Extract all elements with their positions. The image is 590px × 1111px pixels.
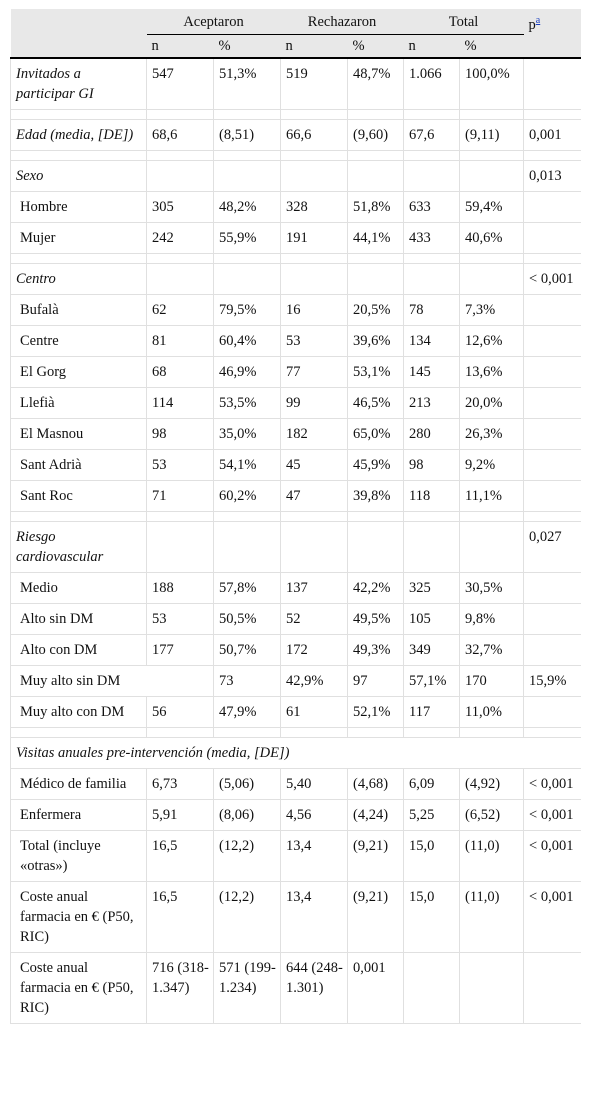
table-cell: (11,0) [460,831,524,882]
row-label: Alto sin DM [11,604,147,635]
spacer-cell [11,728,147,738]
spacer-cell [147,254,214,264]
table-cell: 26,3% [460,419,524,450]
table-row [11,697,581,728]
table-cell: 172 [281,635,348,666]
table-cell: 54,1% [214,450,281,481]
table-cell: (12,2) [214,831,281,882]
table-cell [214,161,281,192]
table-cell: 55,9% [214,223,281,254]
header-sub-n: n [147,35,214,59]
table-cell: 4,56 [281,800,348,831]
table-cell: (4,92) [460,769,524,800]
table-row [11,388,581,419]
spacer-cell [147,728,214,738]
table-cell [404,522,460,573]
table-cell: (9,60) [348,120,404,151]
spacer-cell [214,512,281,522]
table-cell: 11,1% [460,481,524,512]
table-cell: 35,0% [214,419,281,450]
table-row [11,264,581,295]
table-cell [147,161,214,192]
spacer-cell [460,151,524,161]
spacer-cell [524,110,581,120]
table-cell: 5,25 [404,800,460,831]
table-cell: 114 [147,388,214,419]
table-row [11,635,581,666]
table-cell [460,264,524,295]
spacer-cell [11,512,147,522]
spacer-cell [524,151,581,161]
spacer-cell [460,728,524,738]
table-row [11,800,581,831]
header-blank-sub [524,35,581,59]
p-value-cell [524,419,581,450]
table-cell: 44,1% [348,223,404,254]
table-cell: (8,51) [214,120,281,151]
table-cell: 45,9% [348,450,404,481]
p-value-cell [524,326,581,357]
p-value-cell: 0,001 [524,120,581,151]
row-label: El Gorg [11,357,147,388]
header-sub-n: n [281,35,348,59]
spacer-row [11,728,581,738]
row-label: Centre [11,326,147,357]
row-label: Sant Adrià [11,450,147,481]
spacer-cell [281,728,348,738]
table-row [11,604,581,635]
table-cell: 60,2% [214,481,281,512]
table-row [11,161,581,192]
header-group-aceptaron: Aceptaron [147,9,281,35]
spacer-row [11,254,581,264]
table-cell: 328 [281,192,348,223]
spacer-cell [11,151,147,161]
table-cell: 9,8% [460,604,524,635]
table-cell: 46,9% [214,357,281,388]
row-label: Invitados a participar GI [11,58,147,110]
table-cell [214,264,281,295]
table-cell: 20,5% [348,295,404,326]
spacer-row [11,151,581,161]
spacer-cell [147,512,214,522]
p-value-cell [524,223,581,254]
table-row [11,882,581,953]
row-label: Médico de familia [11,769,147,800]
table-row [11,481,581,512]
table-row [11,831,581,882]
table-cell: 49,5% [348,604,404,635]
row-label: Llefià [11,388,147,419]
table-cell: 48,7% [348,58,404,110]
spacer-cell [404,512,460,522]
table-row [11,450,581,481]
table-header [11,9,581,58]
p-value-cell [524,481,581,512]
p-value-cell [524,573,581,604]
table-cell [404,953,460,1024]
table-cell: 71 [147,481,214,512]
table-cell: 519 [281,58,348,110]
table-cell: 16,5 [147,882,214,953]
table-row [11,522,581,573]
spacer-cell [281,151,348,161]
table-cell: 42,9% [281,666,348,697]
row-label: Hombre [11,192,147,223]
table-cell: 53,1% [348,357,404,388]
spacer-cell [11,254,147,264]
table-cell: 191 [281,223,348,254]
table-cell: 6,09 [404,769,460,800]
header-sub-pct: % [214,35,281,59]
table-cell: 13,6% [460,357,524,388]
table-container [10,9,580,1024]
spacer-cell [214,728,281,738]
table-cell: 547 [147,58,214,110]
footnote-link[interactable]: a [535,15,541,26]
table-cell [281,522,348,573]
table-cell [281,264,348,295]
spacer-cell [11,110,147,120]
table-cell: 9,2% [460,450,524,481]
p-value-cell [524,192,581,223]
spacer-row [11,512,581,522]
table-cell: 100,0% [460,58,524,110]
table-row [11,419,581,450]
p-value-cell: < 0,001 [524,769,581,800]
table-row [11,666,581,697]
row-label: Sexo [11,161,147,192]
table-cell: 16,5 [147,831,214,882]
table-cell: 571 (199-1.234) [214,953,281,1024]
table-cell: 305 [147,192,214,223]
table-cell: 716 (318-1.347) [147,953,214,1024]
table-cell: 77 [281,357,348,388]
spacer-cell [214,151,281,161]
table-cell: 349 [404,635,460,666]
table-cell [281,161,348,192]
p-value-cell: < 0,001 [524,831,581,882]
table-cell: 20,0% [460,388,524,419]
table-cell: (4,68) [348,769,404,800]
table-cell: 59,4% [460,192,524,223]
header-blank [11,9,147,35]
table-row [11,295,581,326]
table-cell: 16 [281,295,348,326]
table-cell: 98 [147,419,214,450]
table-cell: 99 [281,388,348,419]
table-cell: 633 [404,192,460,223]
table-cell: 188 [147,573,214,604]
header-group-rechazaron: Rechazaron [281,9,404,35]
table-cell: 5,40 [281,769,348,800]
table-row [11,953,581,1024]
table-cell: 644 (248-1.301) [281,953,348,1024]
p-value-cell: 0,013 [524,161,581,192]
row-label: Alto con DM [11,635,147,666]
p-value-cell [524,357,581,388]
p-value-cell [524,388,581,419]
table-cell: 145 [404,357,460,388]
table-cell: 7,3% [460,295,524,326]
spacer-cell [524,254,581,264]
table-cell: 32,7% [460,635,524,666]
p-value-cell: < 0,001 [524,800,581,831]
spacer-cell [281,512,348,522]
p-value-cell [524,58,581,110]
table-cell: 52,1% [348,697,404,728]
spacer-cell [348,728,404,738]
table-cell: 5,91 [147,800,214,831]
row-label: El Masnou [11,419,147,450]
row-label: Muy alto con DM [11,697,147,728]
table-cell: 65,0% [348,419,404,450]
table-cell: 242 [147,223,214,254]
table-cell: 13,4 [281,831,348,882]
table-cell: 78 [404,295,460,326]
table-cell: 73 [214,666,281,697]
row-label: Total (incluye «otras») [11,831,147,882]
table-cell: 11,0% [460,697,524,728]
table-cell: 48,2% [214,192,281,223]
table-cell: 39,6% [348,326,404,357]
table-cell [348,264,404,295]
spacer-cell [404,151,460,161]
table-cell [460,161,524,192]
spacer-cell [460,254,524,264]
table-cell: 39,8% [348,481,404,512]
spacer-cell [404,728,460,738]
table-cell: 177 [147,635,214,666]
row-label: Mujer [11,223,147,254]
table-cell: 118 [404,481,460,512]
spacer-cell [281,254,348,264]
spacer-cell [348,110,404,120]
table-cell: (4,24) [348,800,404,831]
table-cell: 53 [281,326,348,357]
header-blank-sub [11,35,147,59]
table-row [11,357,581,388]
row-label: Coste anual farmacia en € (P50, RIC) [11,953,147,1024]
row-label: Riesgo cardiovascular [11,522,147,573]
header-row-sub [11,35,581,59]
table-cell: 51,3% [214,58,281,110]
table-cell: 12,6% [460,326,524,357]
row-label: Enfermera [11,800,147,831]
table-cell: 68,6 [147,120,214,151]
results-table [10,9,581,1024]
table-cell [348,522,404,573]
spacer-cell [348,512,404,522]
table-cell: (9,21) [348,831,404,882]
table-cell: 47 [281,481,348,512]
table-cell: (9,11) [460,120,524,151]
table-cell: 0,001 [348,953,404,1024]
table-cell [460,953,524,1024]
table-cell: 79,5% [214,295,281,326]
table-cell: 52 [281,604,348,635]
table-cell: 60,4% [214,326,281,357]
p-value-cell [524,635,581,666]
table-cell: 50,7% [214,635,281,666]
header-sub-pct: % [460,35,524,59]
table-cell: 182 [281,419,348,450]
table-cell: (12,2) [214,882,281,953]
table-cell: 51,8% [348,192,404,223]
p-value-cell [524,604,581,635]
table-cell: 433 [404,223,460,254]
table-row [11,573,581,604]
table-cell: 53,5% [214,388,281,419]
p-value-cell [524,295,581,326]
table-cell [214,522,281,573]
table-cell: (8,06) [214,800,281,831]
table-cell: (5,06) [214,769,281,800]
spacer-cell [281,110,348,120]
spacer-cell [460,110,524,120]
table-cell [460,522,524,573]
p-value-cell: 0,027 [524,522,581,573]
header-row-groups [11,9,581,35]
table-cell: 50,5% [214,604,281,635]
table-cell: 325 [404,573,460,604]
spacer-cell [147,151,214,161]
row-label: Sant Roc [11,481,147,512]
spacer-row [11,110,581,120]
table-cell: 13,4 [281,882,348,953]
table-cell: 67,6 [404,120,460,151]
table-cell: 170 [460,666,524,697]
table-cell: 81 [147,326,214,357]
row-label: Medio [11,573,147,604]
table-cell: 53 [147,450,214,481]
table-row [11,120,581,151]
table-cell: 45 [281,450,348,481]
row-label: Muy alto sin DM [11,666,214,697]
spacer-cell [404,254,460,264]
table-cell [404,264,460,295]
spacer-cell [348,151,404,161]
spacer-cell [147,110,214,120]
table-cell: 46,5% [348,388,404,419]
table-cell: 68 [147,357,214,388]
table-cell: 97 [348,666,404,697]
table-cell: 137 [281,573,348,604]
table-cell [147,522,214,573]
spacer-cell [214,110,281,120]
table-row [11,223,581,254]
table-cell [348,161,404,192]
spacer-cell [524,728,581,738]
table-cell: 57,1% [404,666,460,697]
table-cell: (11,0) [460,882,524,953]
table-cell: 15,0 [404,831,460,882]
row-label: Bufalà [11,295,147,326]
table-cell: 42,2% [348,573,404,604]
table-cell: 105 [404,604,460,635]
header-group-total: Total [404,9,524,35]
table-cell: 15,0 [404,882,460,953]
table-cell: (9,21) [348,882,404,953]
spacer-cell [404,110,460,120]
table-cell: 117 [404,697,460,728]
table-cell: 98 [404,450,460,481]
table-row [11,58,581,110]
table-cell: 280 [404,419,460,450]
table-cell: 56 [147,697,214,728]
table-cell [404,161,460,192]
table-row [11,192,581,223]
table-cell: 57,8% [214,573,281,604]
header-sub-pct: % [348,35,404,59]
table-row [11,769,581,800]
table-cell: 15,9% [524,666,581,697]
p-value-cell: < 0,001 [524,882,581,953]
table-cell: 213 [404,388,460,419]
table-cell: 49,3% [348,635,404,666]
row-label: Edad (media, [DE]) [11,120,147,151]
table-cell: 66,6 [281,120,348,151]
table-cell: 61 [281,697,348,728]
table-cell: (6,52) [460,800,524,831]
table-cell: 1.066 [404,58,460,110]
table-cell: 53 [147,604,214,635]
spacer-cell [214,254,281,264]
table-row [11,326,581,357]
table-cell: 6,73 [147,769,214,800]
spacer-cell [460,512,524,522]
spacer-cell [348,254,404,264]
table-cell: 62 [147,295,214,326]
spacer-cell [524,512,581,522]
p-value-cell [524,450,581,481]
p-value-cell [524,697,581,728]
header-p: p$^a$ [528,15,541,33]
p-value-cell [524,953,581,1024]
section-label: Visitas anuales pre-intervención (media, [DE]) [11,738,581,769]
section-row [11,738,581,769]
p-value-cell: < 0,001 [524,264,581,295]
table-cell: 47,9% [214,697,281,728]
header-sub-n: n [404,35,460,59]
table-cell: 134 [404,326,460,357]
row-label: Coste anual farmacia en € (P50, RIC) [11,882,147,953]
table-cell: 30,5% [460,573,524,604]
table-cell [147,264,214,295]
table-cell: 40,6% [460,223,524,254]
row-label: Centro [11,264,147,295]
table-body [11,58,581,1024]
